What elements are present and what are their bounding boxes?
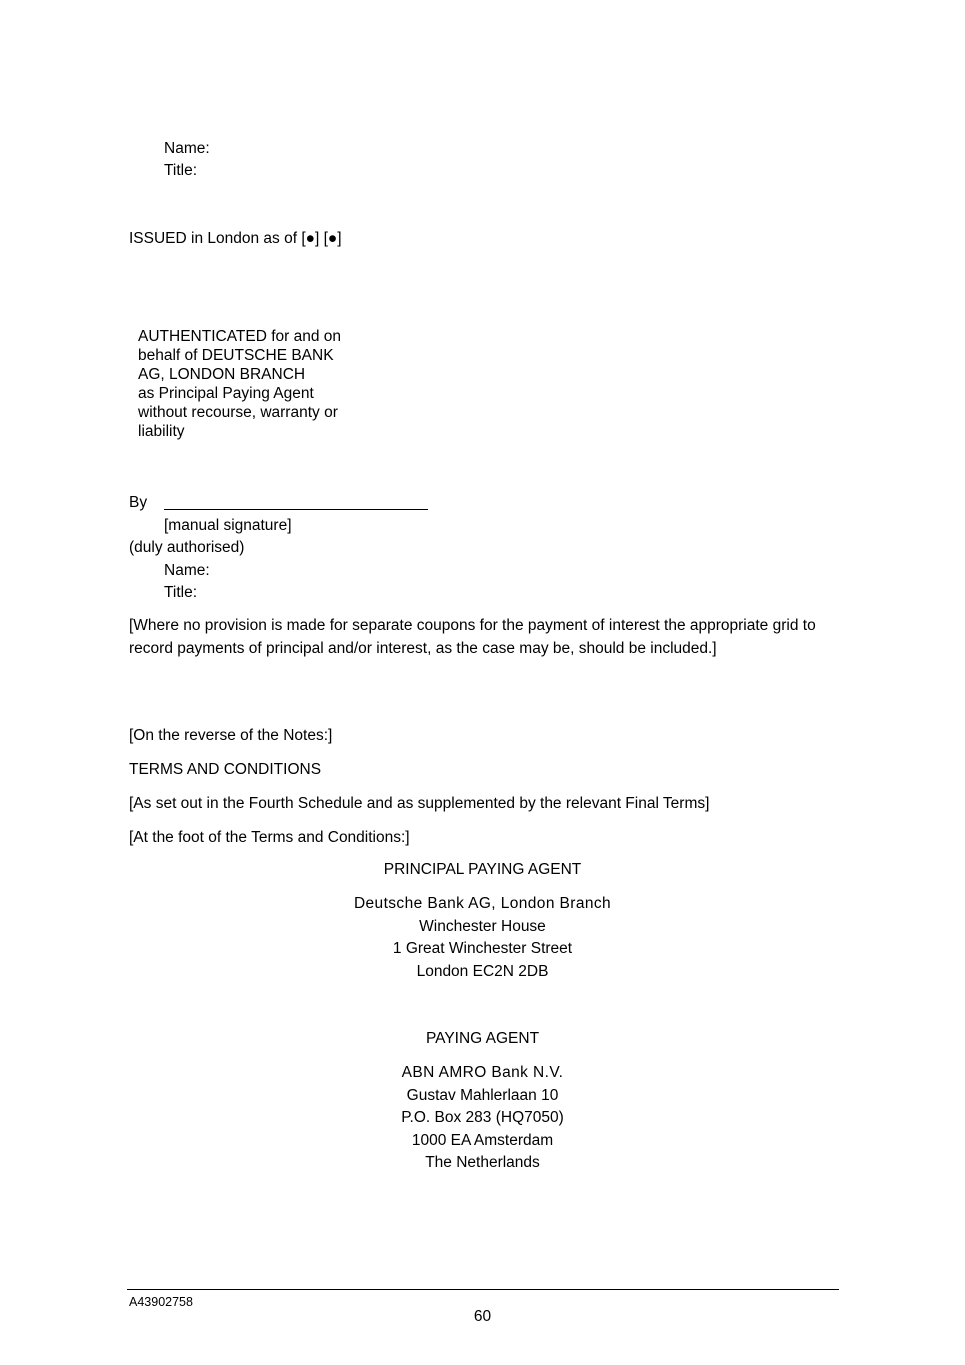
authentication-line: without recourse, warranty or — [138, 404, 338, 421]
title-label-bottom: Title: — [164, 584, 198, 601]
address-line: Deutsche Bank AG, London Branch — [353, 895, 612, 912]
address-line: 1 Great Winchester Street — [392, 940, 573, 957]
authentication-block — [138, 327, 341, 441]
footer-divider — [127, 1289, 839, 1290]
address-line: P.O. Box 283 (HQ7050) — [401, 1109, 564, 1126]
authentication-line: liability — [138, 423, 185, 440]
name-label-bottom: Name: — [164, 562, 210, 579]
authentication-line: AG, LONDON BRANCH — [138, 366, 306, 383]
manual-signature-label: [manual signature] — [164, 517, 292, 534]
paying-agent-address — [0, 1062, 965, 1175]
signature-line — [164, 509, 428, 510]
title-label-top: Title: — [164, 162, 198, 179]
authentication-line: AUTHENTICATED for and on — [138, 328, 341, 345]
reverse-note: [On the reverse of the Notes:] — [129, 727, 333, 744]
document-reference: A43902758 — [129, 1295, 193, 1309]
principal-paying-agent-address — [0, 893, 965, 983]
schedule-note: [As set out in the Fourth Schedule and as supplemented by the relevant Final Terms] — [129, 795, 710, 812]
terms-heading: TERMS AND CONDITIONS — [129, 761, 322, 778]
issued-statement: ISSUED in London as of [●] [●] — [129, 230, 342, 247]
address-line: Gustav Mahlerlaan 10 — [406, 1086, 559, 1104]
name-label-top: Name: — [164, 140, 210, 157]
address-line: Winchester House — [419, 917, 546, 935]
address-line: London EC2N 2DB — [416, 962, 549, 980]
address-line: 1000 EA Amsterdam — [411, 1131, 554, 1149]
address-line: The Netherlands — [425, 1154, 540, 1171]
authentication-line: as Principal Paying Agent — [138, 385, 314, 402]
provision-note: [Where no provision is made for separate coupons for the payment of interest the appropriate grid to record payments of principal and/or interest, as the case may be, should be included.] — [129, 617, 816, 657]
authentication-line: behalf of DEUTSCHE BANK — [138, 347, 334, 364]
address-line: ABN AMRO Bank N.V. — [401, 1064, 564, 1081]
duly-authorised-label: (duly authorised) — [129, 539, 245, 556]
paying-agent-heading: PAYING AGENT — [425, 1030, 540, 1047]
by-label: By — [129, 494, 148, 511]
foot-note: [At the foot of the Terms and Conditions:] — [129, 829, 410, 846]
page-number: 60 — [473, 1308, 492, 1325]
principal-paying-agent-heading: PRINCIPAL PAYING AGENT — [383, 861, 582, 878]
